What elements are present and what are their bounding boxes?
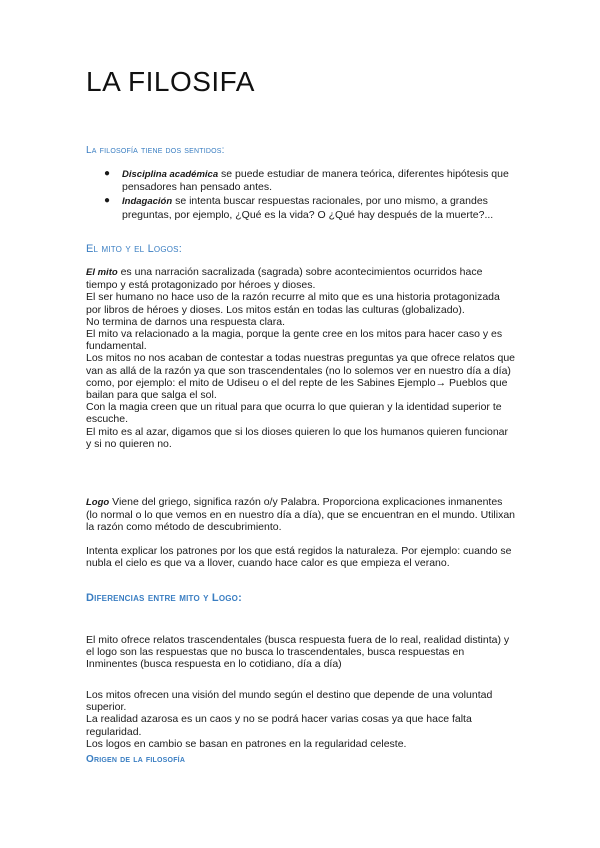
paragraph: El mito va relacionado a la magia, porque la gente cree en los mitos para hacer caso y es fundamental. — [86, 328, 503, 353]
sentidos-list — [104, 168, 516, 223]
section-heading-diferencias: Diferencias entre mito y Logo: — [86, 592, 242, 604]
term: Disciplina académica — [122, 169, 219, 180]
patrones-paragraph — [86, 545, 516, 569]
paragraph — [86, 496, 516, 534]
paragraph: Los mitos ofrecen una visión del mundo según el destino que depende de una voluntad superior. — [86, 689, 493, 714]
paragraph — [86, 266, 516, 291]
list-item — [104, 195, 516, 220]
paragraph: Los mitos no nos acaban de contestar a todas nuestras preguntas ya que ofrece relatos que van as allá de la razón ya que son trascendentales (no lo solemos ver en nuestro día a día) como, por ejemplo: el mito de Udiseu o el del repte de les Sabines Ejemplo→ Pueblos que bailan para que salga el sol. — [86, 352, 516, 402]
list-item — [104, 168, 516, 193]
paragraph: La realidad azarosa es un caos y no se podrá hacer varias cosas ya que hace falta regularidad. — [86, 713, 472, 738]
mito-paragraph — [86, 266, 516, 450]
item-text: se puede estudiar de manera teórica, diferentes hipótesis que pensadores han pensado antes. — [122, 168, 509, 194]
section-heading-mito-logos: El mito y el Logos: — [86, 243, 182, 255]
paragraph: El mito es al azar, digamos que si los dioses quieren lo que los humanos quieren funcionar y si no quieren no. — [86, 425, 508, 450]
item-text: se intenta buscar respuestas racionales, por uno mismo, a grandes preguntas, por ejemplo, ¿Qué es la vida? O ¿Qué hay después de la muerte?... — [122, 195, 494, 221]
term: El mito — [86, 267, 118, 278]
term: Logo — [86, 497, 110, 508]
diferencias-paragraph-2 — [86, 689, 516, 750]
section-heading-origen: Origen de la filosofía — [86, 754, 186, 765]
diferencias-paragraph — [86, 634, 516, 671]
page-title: LA FILOSIFA — [86, 66, 255, 97]
paragraph-text: Viene del griego, significa razón o/y Palabra. Proporciona explicaciones inmanentes (lo normal o lo que vemos en en nuestro día a día), que se encuentran en el mundo. Utilixan la razón como método de descubrimiento. — [86, 496, 516, 534]
bullet-icon: ● — [104, 195, 111, 207]
bullet-icon: ● — [104, 168, 111, 179]
paragraph: El ser humano no hace uso de la razón recurre al mito que es una historia protagonizada por libros de héroes y dioses. Los mitos están en todas las culturas (globalizado). — [86, 291, 500, 316]
paragraph: Intenta explicar los patrones por los que está regidos la naturaleza. Por ejemplo: cuando se nubla el cielo es que va a llover, cuando hace calor es que empieza el verano. — [86, 545, 512, 570]
paragraph: Los logos en cambio se basan en patrones en la regularidad celeste. — [86, 737, 407, 750]
paragraph: No termina de darnos una respuesta clara. — [86, 315, 286, 328]
paragraph-text: es una narración sacralizada (sagrada) sobre acontecimientos ocurridos hace tiempo y está protagonizado por héroes y dioses. — [86, 266, 483, 292]
paragraph: Con la magia creen que un ritual para que ocurra lo que quieran y la identidad superior te escuche. — [86, 401, 502, 426]
logo-paragraph — [86, 496, 516, 534]
section-heading-sentidos: La filosofía tiene dos sentidos: — [86, 145, 225, 156]
paragraph: El mito ofrece relatos trascendentales (busca respuesta fuera de lo real, realidad distinta) y el logo son las respuestas que no busca lo trascendentales, busca respuestas en Inminentes (busca respuesta en lo cotidiano, día a día) — [86, 634, 510, 671]
term: Indagación — [122, 196, 173, 208]
